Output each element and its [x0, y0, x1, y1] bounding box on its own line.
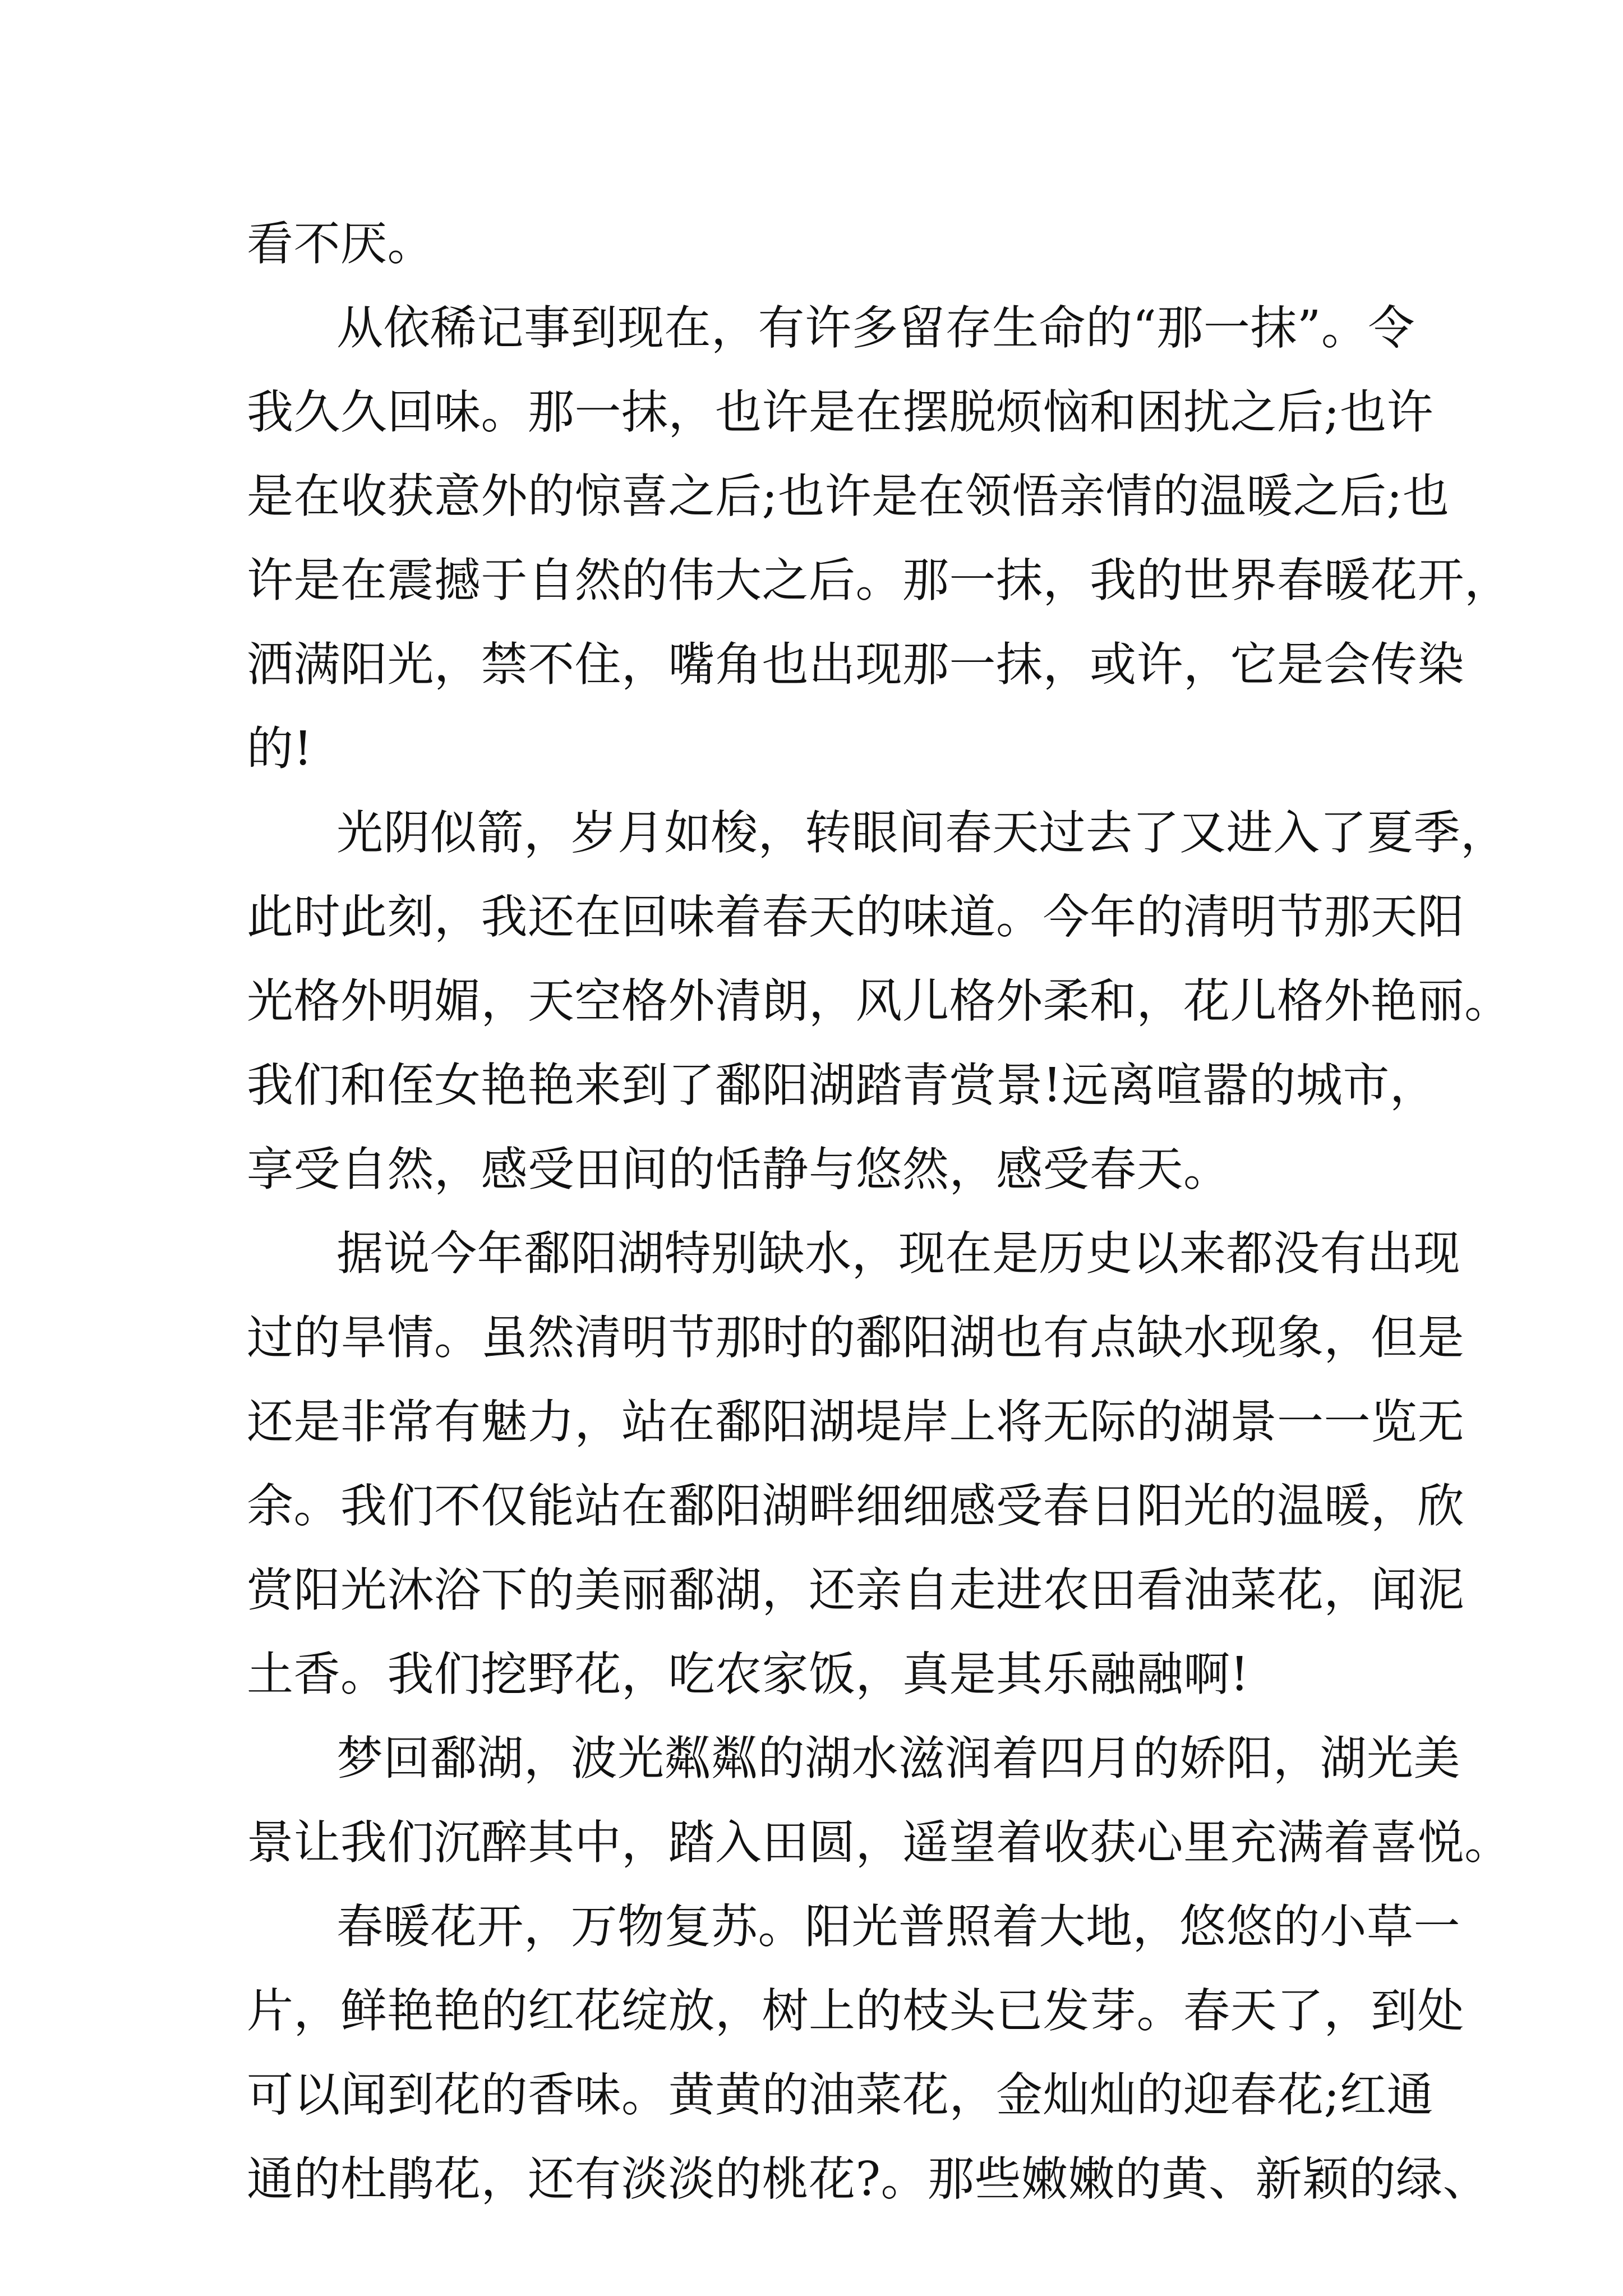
text-line: 赏阳光沐浴下的美丽鄱湖，还亲自走进农田看油菜花，闻泥	[247, 1563, 1464, 1617]
paragraph-first-line: 梦回鄱湖，波光粼粼的湖水滋润着四月的娇阳，湖光美	[336, 1731, 1460, 1786]
text-line: 洒满阳光，禁不住，嘴角也出现那一抹，或许，它是会传染	[247, 637, 1464, 692]
paragraph-first-line: 春暖花开，万物复苏。阳光普照着大地，悠悠的小草一	[336, 1899, 1460, 1954]
text-line: 的!	[247, 721, 313, 776]
text-line: 我久久回味。那一抹，也许是在摆脱烦恼和困扰之后;也许	[247, 385, 1433, 439]
text-line: 还是非常有魅力，站在鄱阳湖堤岸上将无际的湖景一一览无	[247, 1395, 1464, 1449]
text-line: 过的旱情。虽然清明节那时的鄱阳湖也有点缺水现象，但是	[247, 1310, 1464, 1365]
text-line: 光格外明媚，天空格外清朗，风儿格外柔和，花儿格外艳丽。	[247, 974, 1511, 1028]
text-line: 许是在震撼于自然的伟大之后。那一抹，我的世界春暖花开，	[247, 553, 1511, 608]
text-line: 余。我们不仅能站在鄱阳湖畔细细感受春日阳光的温暖，欣	[247, 1479, 1464, 1533]
text-line: 景让我们沉醉其中，踏入田圆，遥望着收获心里充满着喜悦。	[247, 1815, 1511, 1870]
text-line: 看不厌。	[247, 217, 434, 271]
text-line: 享受自然，感受田间的恬静与悠然，感受春天。	[247, 1142, 1230, 1197]
text-line: 通的杜鹃花，还有淡淡的桃花?。那些嫩嫩的黄、新颖的绿、	[247, 2152, 1490, 2206]
text-line: 此时此刻，我还在回味着春天的味道。今年的清明节那天阳	[247, 890, 1464, 944]
text-line: 土香。我们挖野花，吃农家饭，真是其乐融融啊!	[247, 1647, 1249, 1701]
text-line: 可以闻到花的香味。黄黄的油菜花，金灿灿的迎春花;红通	[247, 2068, 1433, 2122]
text-line: 片，鲜艳艳的红花绽放，树上的枝头已发芽。春天了，到处	[247, 1984, 1464, 2038]
paragraph-first-line: 光阴似箭，岁月如梭，转眼间春天过去了又进入了夏季，	[336, 806, 1507, 860]
paragraph-first-line: 从依稀记事到现在，有许多留存生命的“那一抹”。令	[336, 301, 1415, 355]
paragraph-first-line: 据说今年鄱阳湖特别缺水，现在是历史以来都没有出现	[336, 1226, 1460, 1281]
text-line: 我们和侄女艳艳来到了鄱阳湖踏青赏景!远离喧嚣的城市，	[247, 1058, 1437, 1112]
text-line: 是在收获意外的惊喜之后;也许是在领悟亲情的温暖之后;也	[247, 469, 1450, 523]
